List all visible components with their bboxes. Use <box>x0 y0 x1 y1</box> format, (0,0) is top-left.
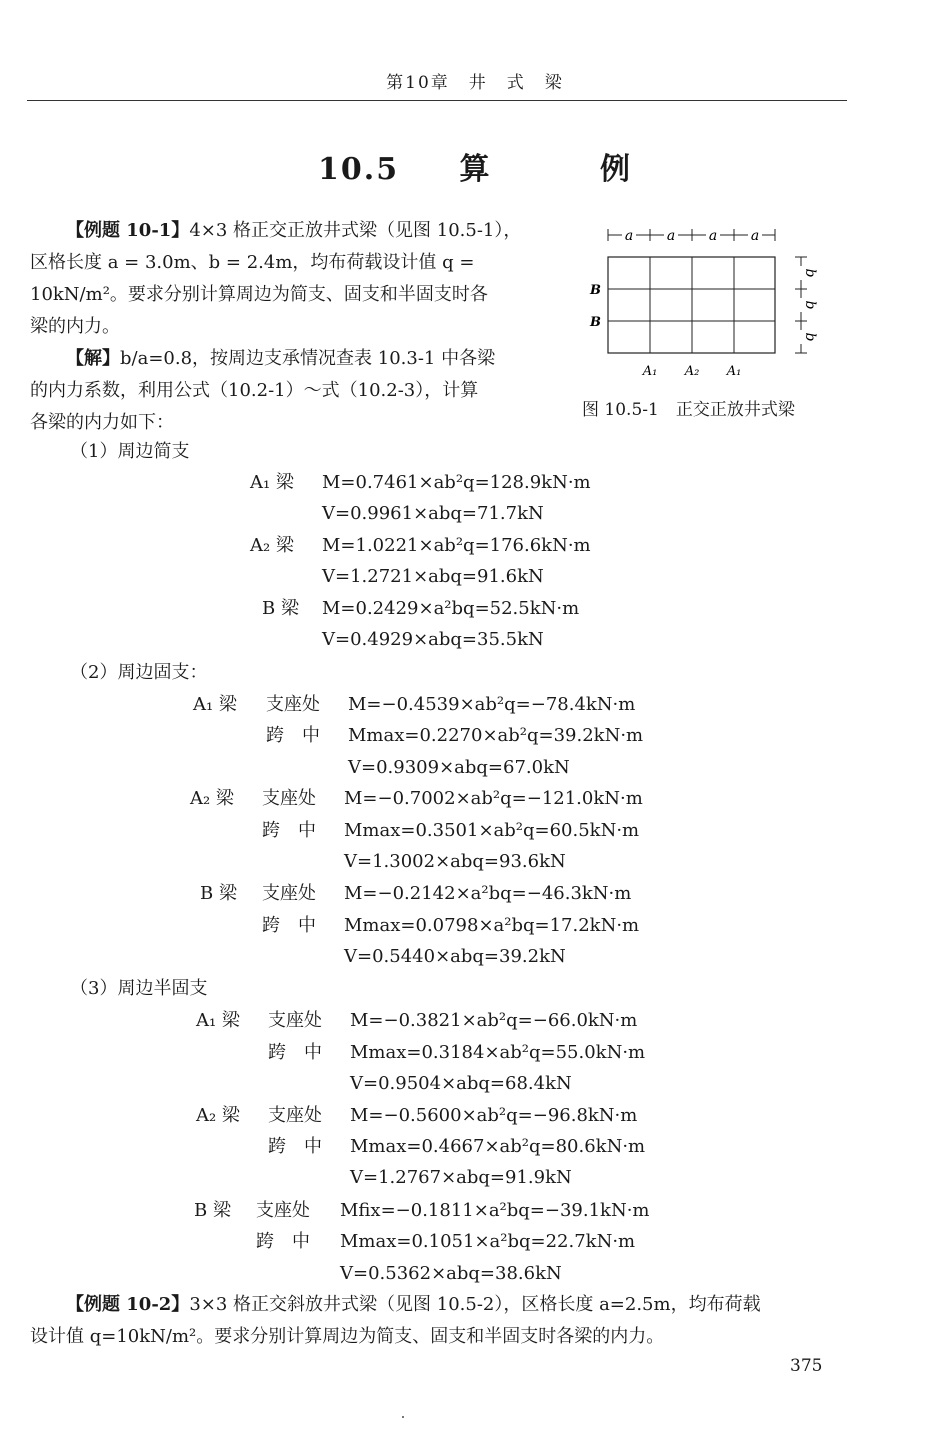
formula-line: V=0.9504×abq=68.4kN <box>350 1073 572 1094</box>
solution-line: 的内力系数，利用公式（10.2-1）～式（10.2-3），计算 <box>30 380 479 401</box>
beam-label: A₁ 梁 <box>196 1010 240 1031</box>
section-title-part2: 例 <box>599 152 632 187</box>
position-label: 支座处 <box>262 788 316 809</box>
formula-line: V=1.2767×abq=91.9kN <box>350 1167 572 1188</box>
position-label: 跨 中 <box>266 725 320 746</box>
example-1-paragraph <box>30 215 560 439</box>
page-number: 375 <box>790 1356 823 1376</box>
beam-label: A₁ 梁 <box>250 472 294 493</box>
beam-a1-label: A₁ <box>642 364 658 379</box>
example-1-line: 区格长度 a = 3.0m、b = 2.4m，均布荷载设计值 q = <box>30 252 475 273</box>
formula-line: M=0.2429×a²bq=52.5kN·m <box>322 598 580 619</box>
formula-line: M=−0.2142×a²bq=−46.3kN·m <box>344 883 632 904</box>
position-label: 跨 中 <box>262 915 316 936</box>
formula-line: Mmax=0.0798×a²bq=17.2kN·m <box>344 915 640 936</box>
position-label: 支座处 <box>268 1010 322 1031</box>
position-label: 支座处 <box>256 1200 310 1221</box>
example-1-tag: 【例题 10-1】 <box>66 220 190 241</box>
dim-a-label: a <box>666 228 676 244</box>
formula-line: Mmax=0.1051×a²bq=22.7kN·m <box>340 1231 636 1252</box>
solution-tag: 【解】 <box>66 348 120 369</box>
formula-line: Mfix=−0.1811×a²bq=−39.1kN·m <box>340 1200 650 1221</box>
example-2-tag: 【例题 10-2】 <box>66 1294 190 1315</box>
beam-label: A₂ 梁 <box>250 535 294 556</box>
solution-line: b/a=0.8，按周边支承情况查表 10.3-1 中各梁 <box>120 348 496 369</box>
section-heading: （1）周边简支 <box>70 441 190 462</box>
dim-b-label: b <box>802 332 818 342</box>
formula-line: Mmax=0.4667×ab²q=80.6kN·m <box>350 1136 646 1157</box>
formula-line: V=0.5362×abq=38.6kN <box>340 1263 562 1284</box>
formula-line: V=0.4929×abq=35.5kN <box>322 629 544 650</box>
section-title <box>0 144 950 188</box>
example-1-line: 4×3 格正交正放井式梁（见图 10.5-1）， <box>189 220 522 241</box>
beam-label: B 梁 <box>194 1200 231 1221</box>
position-label: 支座处 <box>268 1105 322 1126</box>
dim-b-label: b <box>802 268 818 278</box>
grid-beam-figure <box>580 220 830 390</box>
section-heading: （2）周边固支： <box>70 662 208 683</box>
formula-line: V=0.5440×abq=39.2kN <box>344 946 566 967</box>
position-label: 支座处 <box>266 694 320 715</box>
beam-b-label: B <box>590 315 601 330</box>
beam-b-label: B <box>590 283 601 298</box>
formula-line: V=0.9309×abq=67.0kN <box>348 757 570 778</box>
example-2-paragraph <box>30 1289 860 1353</box>
dim-a-label: a <box>708 228 718 244</box>
formula-line: M=−0.7002×ab²q=−121.0kN·m <box>344 788 643 809</box>
section-heading: （3）周边半固支 <box>70 978 208 999</box>
formula-line: Mmax=0.3501×ab²q=60.5kN·m <box>344 820 640 841</box>
formula-line: V=1.3002×abq=93.6kN <box>344 851 566 872</box>
beam-a1-label: A₁ <box>726 364 742 379</box>
example-1-line: 梁的内力。 <box>30 316 120 337</box>
beam-label: A₂ 梁 <box>196 1105 240 1126</box>
formula-line: Mmax=0.3184×ab²q=55.0kN·m <box>350 1042 646 1063</box>
formula-line: M=1.0221×ab²q=176.6kN·m <box>322 535 591 556</box>
solution-line: 各梁的内力如下： <box>30 412 174 433</box>
position-label: 跨 中 <box>256 1231 310 1252</box>
formula-line: M=−0.3821×ab²q=−66.0kN·m <box>350 1010 638 1031</box>
position-label: 跨 中 <box>268 1136 322 1157</box>
position-label: 跨 中 <box>268 1042 322 1063</box>
section-title-part1: 算 <box>459 152 492 187</box>
beam-label: B 梁 <box>262 598 299 619</box>
figure-caption: 图 10.5-1 正交正放井式梁 <box>582 400 795 420</box>
section-number: 10.5 <box>318 152 400 187</box>
beam-label: B 梁 <box>200 883 237 904</box>
formula-line: M=0.7461×ab²q=128.9kN·m <box>322 472 591 493</box>
position-label: 支座处 <box>262 883 316 904</box>
beam-label: A₂ 梁 <box>190 788 234 809</box>
formula-line: M=−0.4539×ab²q=−78.4kN·m <box>348 694 636 715</box>
dim-a-label: a <box>750 228 760 244</box>
position-label: 跨 中 <box>262 820 316 841</box>
formula-line: V=1.2721×abq=91.6kN <box>322 566 544 587</box>
example-2-line: 设计值 q=10kN/m²。要求分别计算周边为简支、固支和半固支时各梁的内力。 <box>30 1326 665 1347</box>
formula-line: V=0.9961×abq=71.7kN <box>322 503 544 524</box>
running-header: 第10章 井 式 梁 <box>386 73 564 93</box>
example-1-line: 10kN/m²。要求分别计算周边为简支、固支和半固支时各 <box>30 284 488 305</box>
scan-speck <box>402 1416 404 1418</box>
header-rule <box>27 100 847 101</box>
formula-line: M=−0.5600×ab²q=−96.8kN·m <box>350 1105 638 1126</box>
beam-a2-label: A₂ <box>684 364 700 379</box>
example-2-line: 3×3 格正交斜放井式梁（见图 10.5-2），区格长度 a=2.5m，均布荷载 <box>189 1294 761 1315</box>
beam-label: A₁ 梁 <box>193 694 237 715</box>
dim-a-label: a <box>624 228 634 244</box>
formula-line: Mmax=0.2270×ab²q=39.2kN·m <box>348 725 644 746</box>
dim-b-label: b <box>802 300 818 310</box>
